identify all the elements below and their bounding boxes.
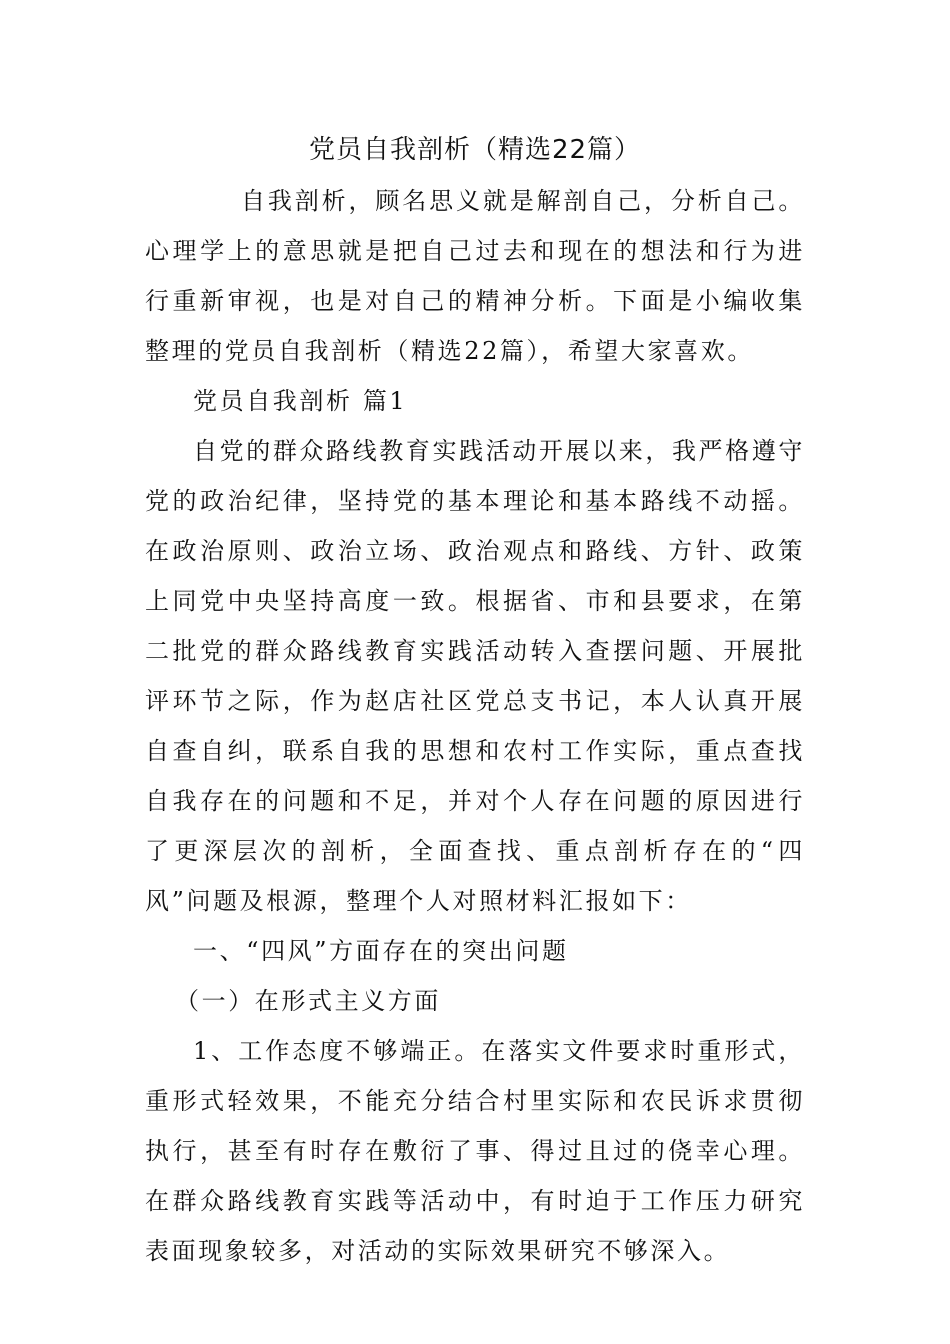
intro-paragraph: 自我剖析，顾名思义就是解剖自己，分析自己。心理学上的意思就是把自己过去和现在的想法和行为进行重新审视，也是对自己的精神分析。下面是小编收集整理的党员自我剖析（精选22篇），希望大家喜欢。 bbox=[145, 187, 805, 365]
subsection-heading: （一）在形式主义方面 bbox=[175, 987, 441, 1015]
section-heading: 一、“四风”方面存在的突出问题 bbox=[193, 937, 569, 965]
body-paragraph: 自党的群众路线教育实践活动开展以来，我严格遵守党的政治纪律，坚持党的基本理论和基本路线不动摇。在政治原则、政治立场、政治观点和路线、方针、政策上同党中央坚持高度一致。根据省、市和县要求，在第二批党的群众路线教育实践活动转入查摆问题、开展批评环节之际，作为赵店社区党总支书记，本人认真开展自查自纠，联系自我的思想和农村工作实际，重点查找自我存在的问题和不足，并对个人存在问题的原因进行了更深层次的剖析，全面查找、重点剖析存在的“四风”问题及根源，整理个人对照材料汇报如下： bbox=[145, 437, 805, 915]
chapter-heading: 党员自我剖析 篇1 bbox=[193, 387, 408, 415]
document-title: 党员自我剖析（精选22篇） bbox=[308, 135, 642, 165]
item-paragraph: 1、工作态度不够端正。在落实文件要求时重形式，重形式轻效果，不能充分结合村里实际和农民诉求贯彻执行，甚至有时存在敷衍了事、得过且过的侥幸心理。在群众路线教育实践等活动中，有时迫于工作压力研究表面现象较多，对活动的实际效果研究不够深入。 bbox=[145, 1037, 805, 1265]
document-body bbox=[145, 176, 805, 1276]
